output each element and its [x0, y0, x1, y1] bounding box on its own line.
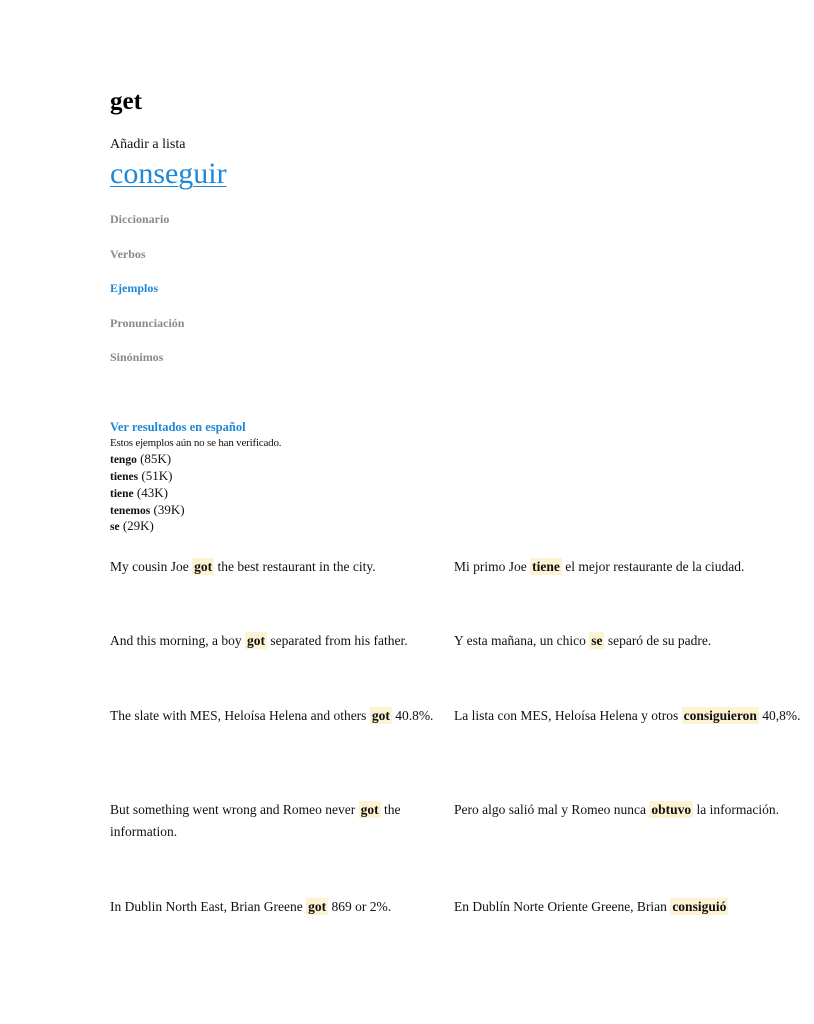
translation-link[interactable]: conseguir [110, 157, 227, 190]
example-text: And this morning, a boy [110, 633, 245, 648]
example-text: Mi primo Joe [454, 559, 531, 574]
example-text: 869 or 2%. [328, 899, 392, 914]
example-text: separó de su padre. [604, 633, 712, 648]
frequency-item[interactable] [110, 451, 171, 467]
frequency-count: (85K) [140, 451, 172, 466]
example-text: My cousin Joe [110, 559, 193, 574]
nav-examples[interactable]: Ejemplos [110, 281, 158, 295]
highlighted-term: obtuvo [651, 802, 692, 817]
highlighted-term: consiguieron [683, 708, 757, 723]
example-translation [454, 705, 814, 727]
see-spanish-results-link[interactable]: Ver resultados en español [110, 420, 246, 434]
example-text: 40.8%. [391, 708, 434, 723]
frequency-word: tienes [110, 471, 139, 483]
highlighted-term: se [591, 633, 603, 648]
frequency-word: tengo [110, 454, 137, 466]
example-text: separated from his father. [267, 633, 408, 648]
frequency-count: (39K) [153, 502, 185, 517]
frequency-item[interactable] [110, 518, 154, 534]
example-text: Pero algo salió mal y Romeo nunca [454, 802, 650, 817]
example-text: En Dublín Norte Oriente Greene, Brian [454, 899, 671, 914]
example-text: 40,8%. [758, 708, 801, 723]
example-text: La lista con MES, Heloísa Helena y otros [454, 708, 682, 723]
highlighted-term: got [371, 708, 390, 723]
example-text: the best restaurant in the city. [214, 559, 376, 574]
example-translation [454, 556, 814, 578]
example-source [110, 799, 452, 843]
example-translation [454, 630, 814, 652]
nav-verbs[interactable]: Verbos [110, 247, 146, 261]
highlighted-term: got [247, 633, 265, 648]
highlighted-term: got [308, 899, 327, 914]
headword: get [110, 88, 142, 115]
highlighted-term: got [360, 802, 379, 817]
unverified-notice: Estos ejemplos aún no se han verificado. [110, 437, 282, 449]
frequency-item[interactable] [110, 485, 168, 501]
example-text: Y esta mañana, un chico [454, 633, 590, 648]
example-source [110, 896, 452, 918]
add-to-list-link[interactable]: Añadir a lista [110, 137, 186, 152]
example-translation [454, 799, 814, 821]
example-source [110, 705, 452, 727]
example-text: la información. [693, 802, 779, 817]
frequency-count: (43K) [136, 485, 168, 500]
example-translation [454, 896, 814, 918]
frequency-word: se [110, 521, 120, 533]
highlighted-term: got [194, 559, 213, 574]
frequency-item[interactable] [110, 468, 172, 484]
example-text: The slate with MES, Heloísa Helena and others [110, 708, 370, 723]
example-source [110, 630, 452, 652]
nav-pronunciation[interactable]: Pronunciación [110, 316, 185, 330]
example-source [110, 556, 452, 578]
nav-dictionary[interactable]: Diccionario [110, 212, 170, 226]
example-text: el mejor restaurante de la ciudad. [561, 559, 745, 574]
frequency-word: tiene [110, 488, 134, 500]
example-text: In Dublin North East, Brian Greene [110, 899, 307, 914]
frequency-count: (29K) [122, 518, 154, 533]
frequency-word: tenemos [110, 505, 151, 517]
frequency-count: (51K) [141, 468, 173, 483]
example-text: the information. [110, 802, 401, 839]
highlighted-term: consiguió [672, 899, 727, 914]
nav-synonyms[interactable]: Sinónimos [110, 350, 164, 364]
highlighted-term: tiene [532, 559, 560, 574]
frequency-item[interactable] [110, 502, 185, 518]
example-text: But something went wrong and Romeo never [110, 802, 359, 817]
